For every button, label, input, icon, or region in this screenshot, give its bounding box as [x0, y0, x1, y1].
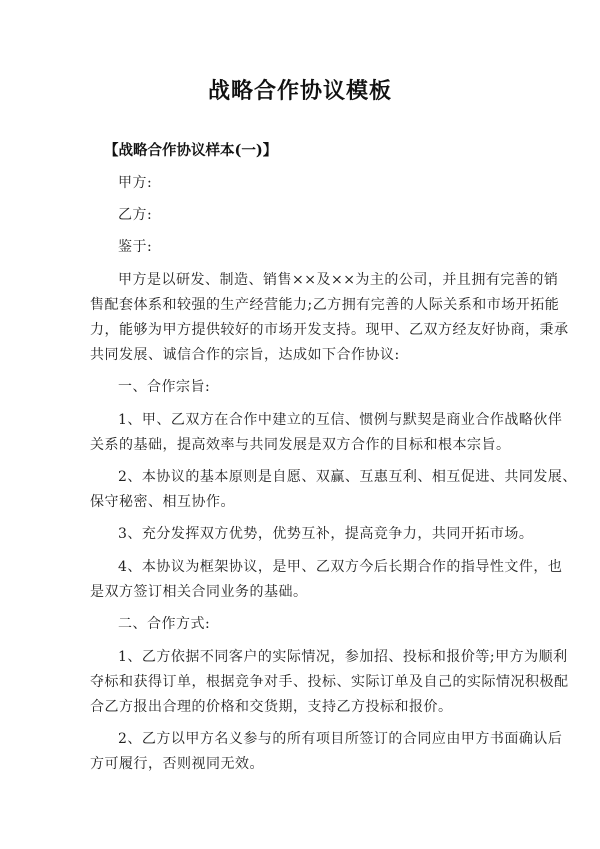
party-b-label: 乙方: — [118, 207, 153, 223]
section1-item-line: 保守秘密、相互协作。 — [90, 494, 235, 510]
sample-heading: 【战略合作协议样本(一)】 — [104, 142, 278, 159]
document-title: 战略合作协议模板 — [207, 79, 392, 104]
section1-heading: 一、合作宗旨: — [118, 379, 211, 395]
section2-item-line: 方可履行，否则视同无效。 — [90, 756, 264, 772]
section1-item-line: 2、本协议的基本原则是自愿、双赢、互惠互利、相互促进、共同发展、 — [118, 469, 577, 485]
preamble-line: 售配套体系和较强的生产经营能力;乙方拥有完善的人际关系和市场开拓能 — [90, 297, 560, 313]
section2-heading: 二、合作方式: — [118, 616, 211, 632]
section2-item-line: 2、乙方以甲方名义参与的所有项目所签订的合同应由甲方书面确认后 — [118, 731, 563, 747]
section1-item-line: 3、充分发挥双方优势，优势互补，提高竞争力，共同开拓市场。 — [118, 526, 534, 542]
section1-item-line: 4、本协议为框架协议，是甲、乙双方今后长期合作的指导性文件，也 — [118, 559, 563, 575]
preamble-line: 共同发展、诚信合作的宗旨，达成如下合作协议: — [90, 347, 400, 363]
section1-item-line: 是双方签订相关合同业务的基础。 — [90, 584, 308, 600]
preamble-line: 力，能够为甲方提供较好的市场开发支持。现甲、乙双方经友好协商，秉承 — [90, 322, 569, 338]
section1-item-line: 关系的基础，提高效率与共同发展是双方合作的目标和根本宗旨。 — [90, 437, 511, 453]
section2-item-line: 合乙方报出合理的价格和交货期，支持乙方投标和报价。 — [90, 699, 453, 715]
section1-item-line: 1、甲、乙双方在合作中建立的互信、惯例与默契是商业合作战略伙伴 — [118, 412, 563, 428]
preamble-line: 甲方是以研发、制造、销售××及××为主的公司，并且拥有完善的销 — [118, 272, 559, 288]
whereas-label: 鉴于: — [118, 239, 153, 255]
section2-item-line: 夺标和获得订单，根据竞争对手、投标、实际订单及自己的实际情况积极配 — [90, 674, 569, 690]
section2-item-line: 1、乙方依据不同客户的实际情况，参加招、投标和报价等;甲方为顺利 — [118, 649, 568, 665]
party-a-label: 甲方: — [118, 175, 153, 191]
